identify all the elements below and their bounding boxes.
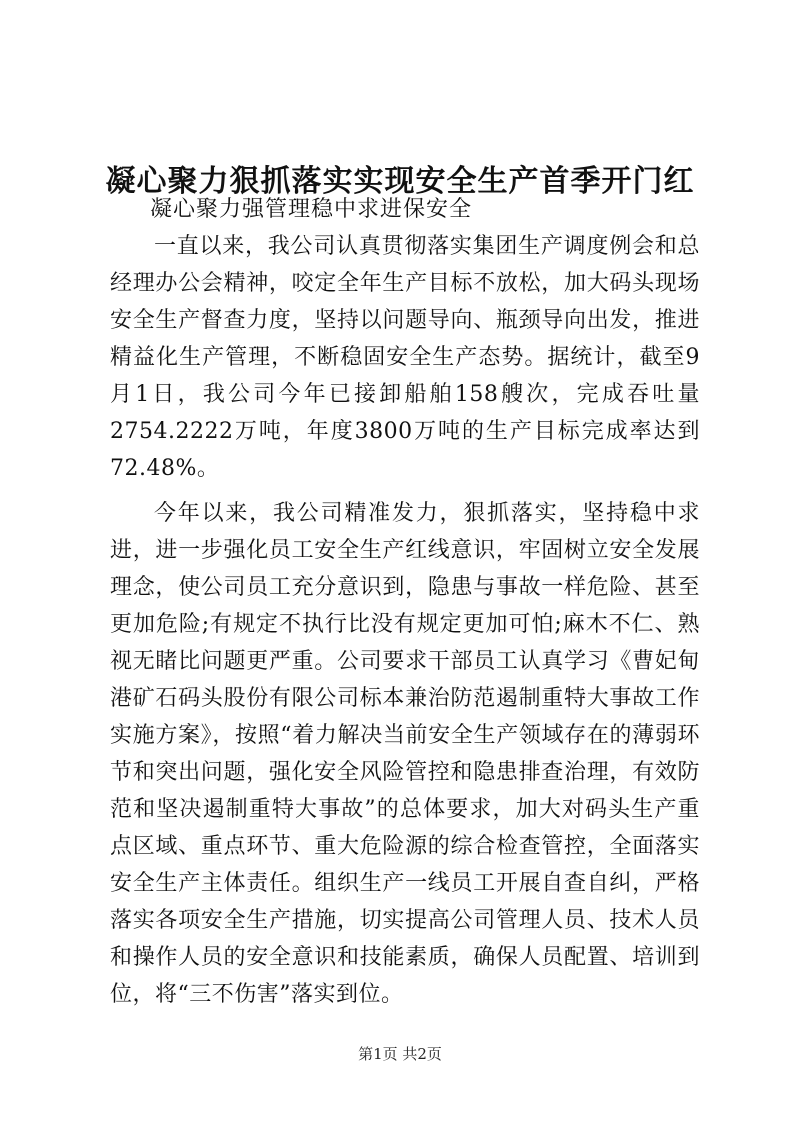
document-subtitle: 凝心聚力强管理稳中求进保安全 xyxy=(150,197,473,222)
document-title: 凝心聚力狠抓落实实现安全生产首季开门红 xyxy=(105,164,695,200)
body-paragraph: 今年以来，我公司精准发力，狠抓落实，坚持稳中求进，进一步强化员工安全生产红线意识，牢固树立安全发展理念，使公司员工充分意识到，隐患与事故一样危险、甚至更加危险;有规定不执行比没有规定更加可怕;麻木不仁、熟视无睹比问题更严重。公司要求干部员工认真学习《曹妃甸港矿石码头股份有限公司标本兼治防范遏制重特大事故工作实施方案》，按照“着力解决当前安全生产领域存在的薄弱环节和突出问题，强化安全风险管控和隐患排查治理，有效防范和坚决遏制重特大事故”的总体要求，加大对码头生产重点区域、重点环节、重大危险源的综合检查管控，全面落实安全生产主体责任。组织生产一线员工开展自查自纠，严格落实各项安全生产措施，切实提高公司管理人员、技术人员和操作人员的安全意识和技能素质，确保人员配置、培训到位，将“三不伤害”落实到位。 xyxy=(110,501,700,1007)
body-paragraph: 一直以来，我公司认真贯彻落实集团生产调度例会和总经理办公会精神，咬定全年生产目标不放松，加大码头现场安全生产督查力度，坚持以问题导向、瓶颈导向出发，推进精益化生产管理，不断稳固安全生产态势。据统计，截至9月1日，我公司今年已接卸船舶158艘次，完成吞吐量2754.2222万吨，年度3800万吨的生产目标完成率达到72.48%。 xyxy=(110,234,700,481)
document-body xyxy=(110,228,700,1021)
page-number-footer: 第1页 共2页 xyxy=(358,1045,442,1063)
